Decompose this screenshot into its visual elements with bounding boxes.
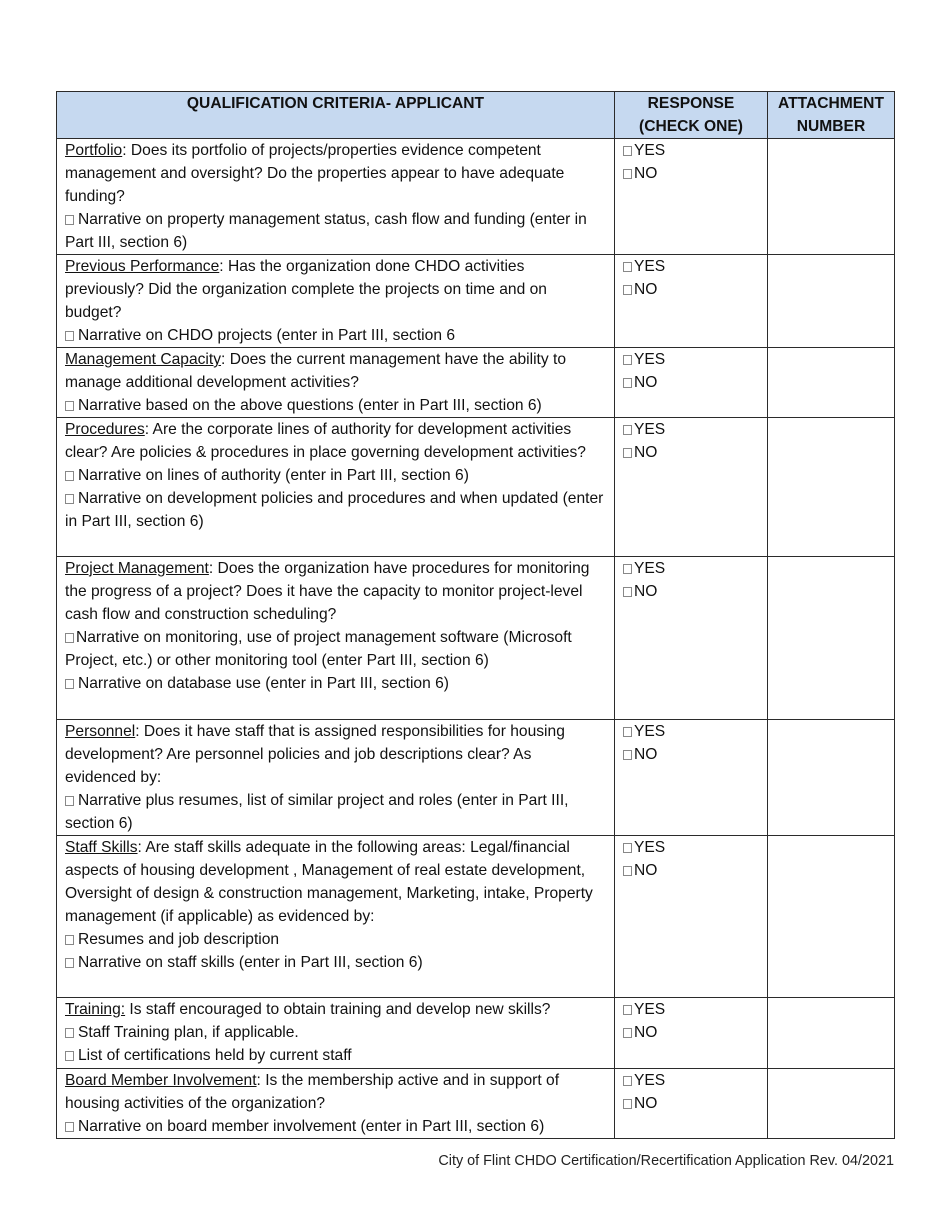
table-row [57,720,895,836]
response-cell [615,1069,768,1139]
narrative-item: Narrative plus resumes, list of similar project and roles (enter in Part III, section 6) [65,792,569,832]
narrative-item: List of certifications held by current staff [78,1047,352,1064]
no-checkbox[interactable] [623,378,632,388]
yes-checkbox[interactable] [623,146,632,156]
yes-label: YES [634,1072,666,1089]
narrative-item: Narrative on lines of authority (enter in Part III, section 6) [78,467,469,484]
page-footer: City of Flint CHDO Certification/Recertification Application Rev. 04/2021 [438,1153,894,1169]
table-row [57,998,895,1069]
narrative-item: Narrative on board member involvement (enter in Part III, section 6) [78,1118,545,1135]
criteria-cell [57,139,615,255]
attachment-number-cell[interactable] [768,139,895,255]
yes-checkbox[interactable] [623,727,632,737]
checkbox-icon[interactable] [65,935,74,945]
checkbox-icon[interactable] [65,331,74,341]
header-attachment: ATTACHMENT NUMBER [768,92,895,139]
attachment-number-cell[interactable] [768,720,895,836]
checkbox-icon[interactable] [65,958,74,968]
attachment-number-cell[interactable] [768,998,895,1069]
criteria-cell [57,836,615,998]
criteria-question: : Does the organization have procedures for monitoring the progress of a project? Does it have the capacity to monitor project-level cash flow and construction scheduling? [65,560,590,623]
yes-checkbox[interactable] [623,564,632,574]
yes-checkbox[interactable] [623,355,632,365]
narrative-item: Narrative on CHDO projects (enter in Part III, section 6 [78,327,455,344]
yes-checkbox[interactable] [623,1076,632,1086]
checkbox-icon[interactable] [65,401,74,411]
narrative-item: Staff Training plan, if applicable. [78,1024,299,1041]
qualification-criteria-table [56,91,895,1139]
checkbox-icon[interactable] [65,633,74,643]
no-label: NO [634,746,658,763]
response-cell [615,720,768,836]
table-row [57,1069,895,1139]
response-cell [615,139,768,255]
criteria-title: Board Member Involvement [65,1072,257,1089]
checkbox-icon[interactable] [65,471,74,481]
criteria-cell [57,255,615,348]
attachment-number-cell[interactable] [768,348,895,418]
yes-checkbox[interactable] [623,1005,632,1015]
yes-label: YES [634,1001,666,1018]
no-checkbox[interactable] [623,1028,632,1038]
checkbox-icon[interactable] [65,1051,74,1061]
no-checkbox[interactable] [623,285,632,295]
no-checkbox[interactable] [623,448,632,458]
yes-label: YES [634,560,666,577]
checkbox-icon[interactable] [65,679,74,689]
no-checkbox[interactable] [623,1099,632,1109]
yes-label: YES [634,258,666,275]
response-cell [615,998,768,1069]
no-label: NO [634,444,658,461]
response-cell [615,348,768,418]
yes-label: YES [634,723,666,740]
table-row [57,255,895,348]
criteria-title: Personnel [65,723,136,740]
criteria-title: Previous Performance [65,258,220,275]
criteria-title: Management Capacity [65,351,222,368]
criteria-cell [57,720,615,836]
criteria-question: : Are the corporate lines of authority for development activities clear? Are policies & procedures in place governing development activities? [65,421,586,461]
no-checkbox[interactable] [623,750,632,760]
no-label: NO [634,862,658,879]
yes-label: YES [634,839,666,856]
no-label: NO [634,281,658,298]
narrative-item: Narrative on property management status, cash flow and funding (enter in Part III, section 6) [65,211,587,251]
no-label: NO [634,374,658,391]
yes-checkbox[interactable] [623,843,632,853]
criteria-title: Procedures [65,421,145,438]
narrative-item: Narrative on staff skills (enter in Part III, section 6) [78,954,423,971]
criteria-cell [57,557,615,720]
no-label: NO [634,583,658,600]
criteria-question: : Is the membership active and in support of housing activities of the organization? [65,1072,560,1112]
table-row [57,348,895,418]
table-header-row [57,92,895,139]
checkbox-icon[interactable] [65,796,74,806]
criteria-title: Training: [65,1001,126,1018]
attachment-number-cell[interactable] [768,255,895,348]
attachment-number-cell[interactable] [768,557,895,720]
checkbox-icon[interactable] [65,1028,74,1038]
table-row [57,139,895,255]
narrative-item: Narrative on development policies and procedures and when updated (enter in Part III, section 6) [65,490,604,530]
criteria-question: : Does it have staff that is assigned responsibilities for housing development? Are personnel policies and job descriptions clear? As evidenced by: [65,723,565,786]
checkbox-icon[interactable] [65,494,74,504]
no-checkbox[interactable] [623,866,632,876]
header-criteria: QUALIFICATION CRITERIA- APPLICANT [57,92,615,139]
no-label: NO [634,1024,658,1041]
yes-checkbox[interactable] [623,425,632,435]
checkbox-icon[interactable] [65,215,74,225]
table-row [57,418,895,557]
no-checkbox[interactable] [623,169,632,179]
criteria-question: : Are staff skills adequate in the following areas: Legal/financial aspects of housing development , Management of real estate development, Oversight of design & construction management, Marketing, intake, Property management (if applicable) as evidenced by: [65,839,593,925]
narrative-item: Narrative on monitoring, use of project management software (Microsoft Project, etc.) or other monitoring tool (enter Part III, section 6) [65,629,572,669]
yes-label: YES [634,421,666,438]
attachment-number-cell[interactable] [768,418,895,557]
criteria-cell [57,348,615,418]
criteria-title: Portfolio [65,142,123,159]
yes-checkbox[interactable] [623,262,632,272]
narrative-item: Narrative on database use (enter in Part III, section 6) [78,675,449,692]
criteria-question: : Has the organization done CHDO activities previously? Did the organization complete the projects on time and on budget? [65,258,547,321]
attachment-number-cell[interactable] [768,1069,895,1139]
no-label: NO [634,165,658,182]
criteria-cell [57,1069,615,1139]
criteria-title: Staff Skills [65,839,138,856]
response-cell [615,255,768,348]
criteria-question: : Does its portfolio of projects/properties evidence competent management and oversight? Do the properties appear to have adequate funding? [65,142,565,205]
criteria-question: Is staff encouraged to obtain training and develop new skills? [125,1001,551,1018]
table-row [57,836,895,998]
criteria-question: : Does the current management have the ability to manage additional development activities? [65,351,567,391]
narrative-item: Narrative based on the above questions (enter in Part III, section 6) [78,397,542,414]
criteria-cell [57,998,615,1069]
narrative-item: Resumes and job description [78,931,280,948]
response-cell [615,557,768,720]
attachment-number-cell[interactable] [768,836,895,998]
criteria-title: Project Management [65,560,209,577]
no-label: NO [634,1095,658,1112]
table-row [57,557,895,720]
header-response: RESPONSE (CHECK ONE) [615,92,768,139]
yes-label: YES [634,351,666,368]
response-cell [615,418,768,557]
yes-label: YES [634,142,666,159]
no-checkbox[interactable] [623,587,632,597]
criteria-cell [57,418,615,557]
response-cell [615,836,768,998]
checkbox-icon[interactable] [65,1122,74,1132]
